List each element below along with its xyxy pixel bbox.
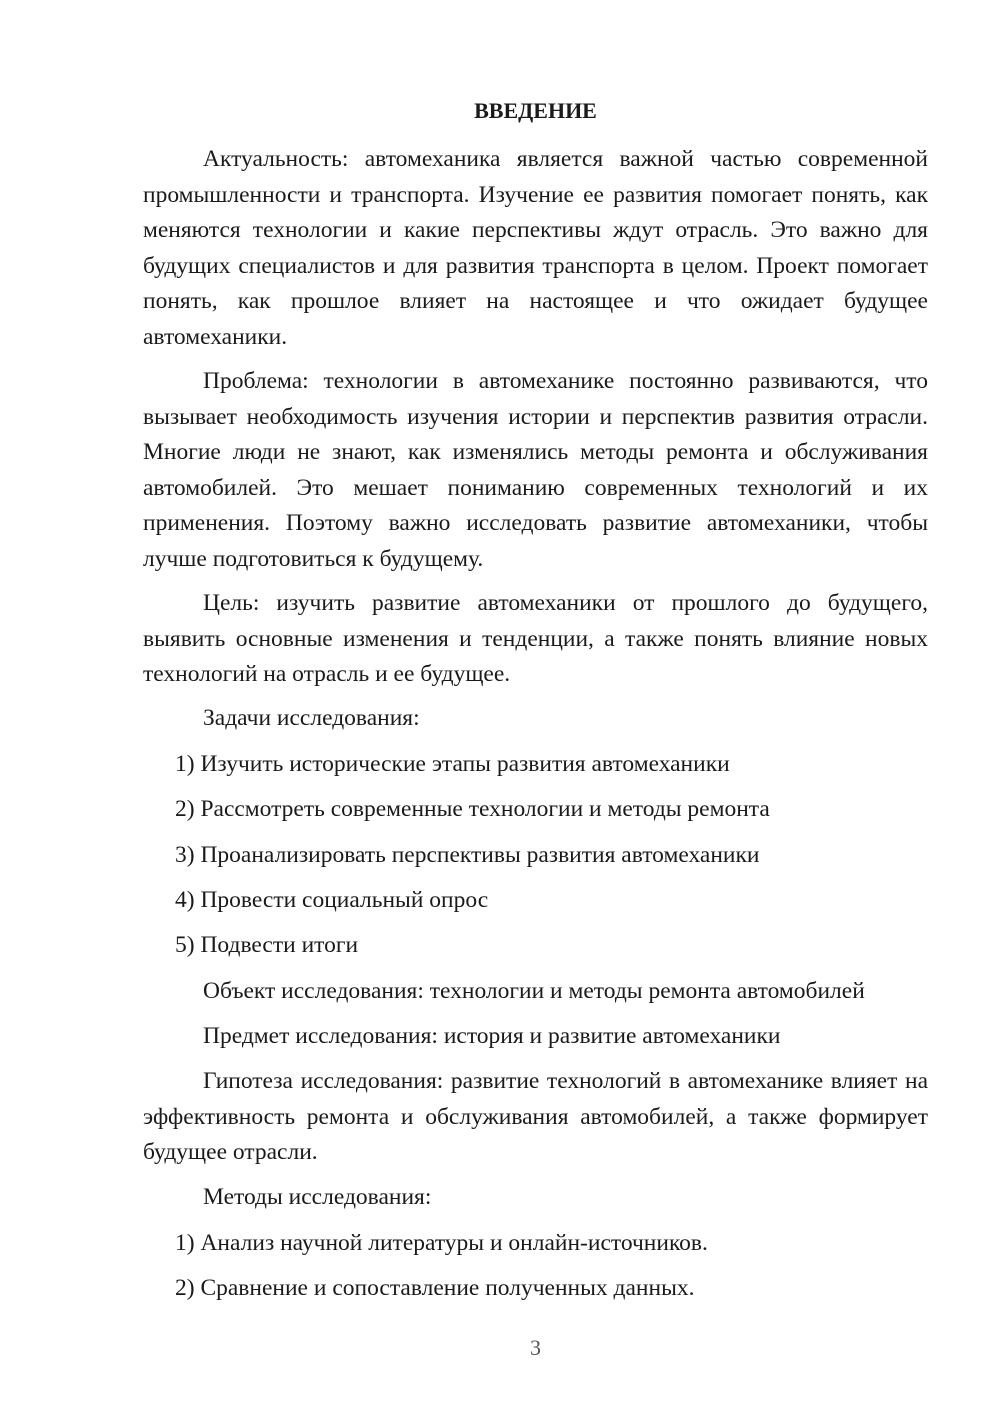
section-title: ВВЕДЕНИЕ: [474, 98, 597, 123]
method-item: 2) Сравнение и сопоставление полученных данных.: [175, 1275, 695, 1301]
hypothesis-paragraph: Гипотеза исследования: развитие технологий в автомеханике влияет на эффективность ремонта и обслуживания автомобилей, а также формирует будущее отрасли.: [143, 1068, 928, 1165]
methods-heading: Методы исследования:: [203, 1184, 432, 1210]
task-item: 2) Рассмотреть современные технологии и методы ремонта: [175, 796, 770, 822]
research-object: Объект исследования: технологии и методы ремонта автомобилей: [203, 978, 865, 1004]
research-subject: Предмет исследования: история и развитие автомеханики: [203, 1023, 781, 1049]
task-item: 3) Проанализировать перспективы развития автомеханики: [175, 842, 760, 868]
task-item: 5) Подвести итоги: [175, 932, 359, 958]
method-item: 1) Анализ научной литературы и онлайн-источников.: [175, 1230, 708, 1256]
page-number: 3: [530, 1335, 541, 1360]
task-item: 4) Провести социальный опрос: [175, 887, 489, 913]
tasks-heading: Задачи исследования:: [203, 705, 420, 731]
goal-paragraph: Цель: изучить развитие автомеханики от прошлого до будущего, выявить основные изменения и тенденции, а также понять влияние новых технологий на отрасль и ее будущее.: [143, 590, 928, 687]
relevance-paragraph: Актуальность: автомеханика является важной частью современной промышленности и транспорта. Изучение ее развития помогает понять, как меняются технологии и какие перспективы ждут отрасль. Это важно для будущих специалистов и для развития транспорта в целом. Проект помогает понять, как прошлое влияет на настоящее и что ожидает будущее автомеханики.: [143, 146, 928, 350]
task-item: 1) Изучить исторические этапы развития автомеханики: [175, 751, 730, 777]
problem-paragraph: Проблема: технологии в автомеханике постоянно развиваются, что вызывает необходимость изучения истории и перспектив развития отрасли. Многие люди не знают, как изменялись методы ремонта и обслуживания автомобилей. Это мешает пониманию современных технологий и их применения. Поэтому важно исследовать развитие автомеханики, чтобы лучше подготовиться к будущему.: [143, 368, 928, 572]
